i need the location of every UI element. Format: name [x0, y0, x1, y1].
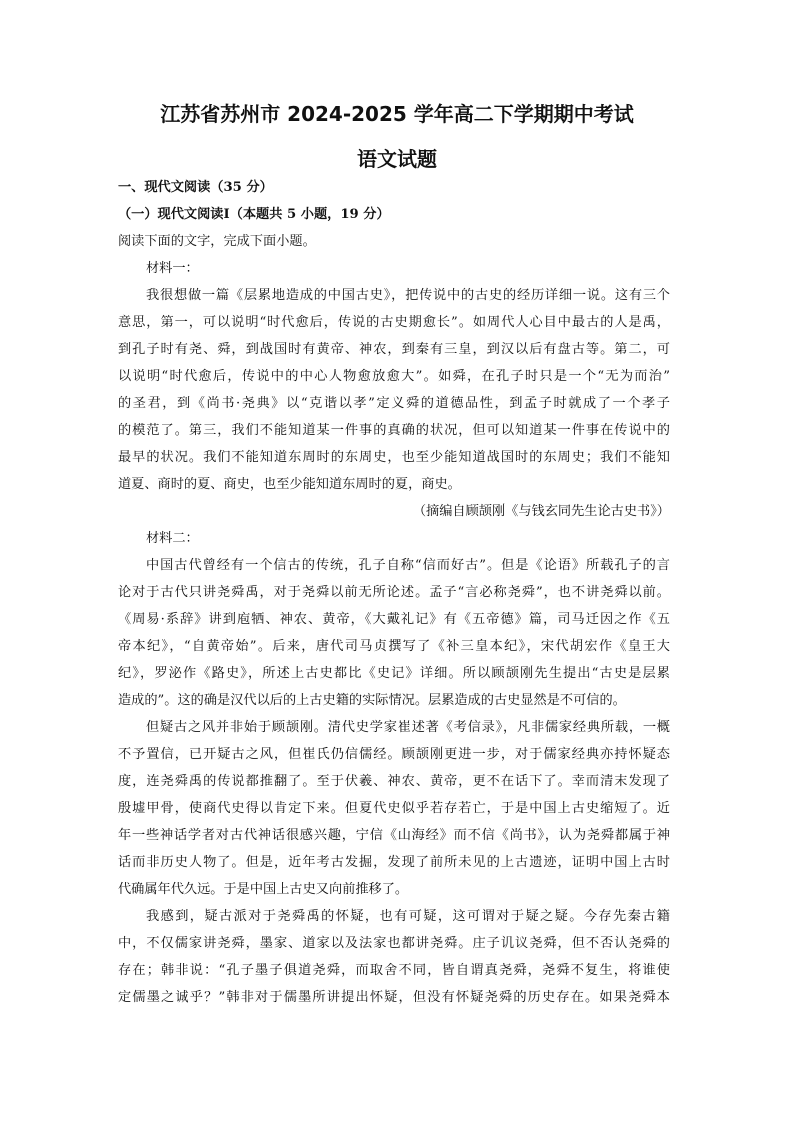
material1-line: 意思，第一，可以说明“时代愈后，传说的古史期愈长”。如周代人心目中最古的人是禹，: [118, 315, 670, 330]
material1-line: 以说明“时代愈后，传说中的中心人物愈放愈大”。如舜，在孔子时只是一个“无为而治”: [118, 369, 670, 384]
material1-source: （摘编自顾颉刚《与钱玄同先生论古史书》）: [412, 504, 670, 519]
material2-line: 中，不仅儒家讲尧舜，墨家、道家以及法家也都讲尧舜。庄子讥议尧舜，但不否认尧舜的: [118, 936, 670, 951]
material2-line: 中国古代曾经有一个信古的传统，孔子自称“信而好古”。但是《论语》所载孔子的言: [146, 558, 670, 573]
material2-line: 纪》，罗泌作《路史》，所述上古史都比《史记》详细。所以顾颉刚先生提出“古史是层累: [118, 666, 670, 681]
material2-line: 造成的”。这的确是汉代以后的上古史籍的实际情况。层累造成的古史显然是不可信的。: [118, 693, 626, 708]
material2-line: 不予置信，已开疑古之风，但崔氏仍信儒经。顾颉刚更进一步，对于儒家经典亦持怀疑态: [118, 747, 670, 762]
page-subtitle: 语文试题: [357, 147, 437, 171]
material1-line: 道夏、商时的夏、商史，也至少能知道东周时的夏，商史。: [118, 477, 461, 492]
material2-line: 代确属年代久远。于是中国上古史又向前推移了。: [118, 882, 409, 897]
material1-line: 的模范了。第三，我们不能知道某一件事的真确的状况，但可以知道某一件事在传说中的: [118, 423, 670, 438]
material1-line: 的圣君，到《尚书·尧典》以“克谐以孝”定义舜的道德品性，到孟子时就成了一个孝子: [118, 396, 670, 411]
material2-line: 年一些神话学者对古代神话很感兴趣，宁信《山海经》而不信《尚书》，认为尧舜都属于神: [118, 828, 670, 843]
material2-line: 殷墟甲骨，使商代史得以肯定下来。但夏代史似乎若存若亡，于是中国上古史缩短了。近: [118, 801, 670, 816]
subsection-heading: （一）现代文阅读Ⅰ（本题共 5 小题，19 分）: [118, 207, 390, 222]
material2-line: 存在；韩非说：“孔子墨子俱道尧舜，而取舍不同，皆自谓真尧舜，尧舜不复生，将谁使: [118, 963, 670, 978]
material2-line: 话而非历史人物了。但是，近年考古发掘，发现了前所未见的上古遗迹，证明中国上古时: [118, 855, 670, 870]
page-title: 江苏省苏州市 2024-2025 学年高二下学期期中考试: [160, 102, 634, 126]
material2-label: 材料二：: [146, 531, 199, 546]
material2-line: 帝本纪》，“自黄帝始”。后来，唐代司马贞撰写了《补三皇本纪》，宋代胡宏作《皇王大: [118, 639, 670, 654]
material1-label: 材料一：: [146, 261, 199, 276]
section-heading: 一、现代文阅读（35 分）: [118, 180, 273, 195]
material2-line: 定儒墨之诚乎？”韩非对于儒墨所讲提出怀疑，但没有怀疑尧舜的历史存在。如果尧舜本: [118, 990, 670, 1005]
material1-line: 我很想做一篇《层累地造成的中国古史》，把传说中的古史的经历详细一说。这有三个: [146, 288, 670, 303]
material2-line: 论对于古代只讲尧舜禹，对于尧舜以前无所论述。孟子“言必称尧舜”，也不讲尧舜以前。: [118, 585, 670, 600]
instruction-text: 阅读下面的文字，完成下面小题。: [118, 234, 316, 249]
material2-line: 我感到，疑古派对于尧舜禹的怀疑，也有可疑，这可谓对于疑之疑。今存先秦古籍: [146, 909, 670, 924]
material1-line: 到孔子时有尧、舜，到战国时有黄帝、神农，到秦有三皇，到汉以后有盘古等。第二，可: [118, 342, 670, 357]
material2-line: 《周易·系辞》讲到庖牺、神农、黄帝，《大戴礼记》有《五帝德》篇，司马迁因之作《五: [118, 612, 670, 627]
material1-line: 最早的状况。我们不能知道东周时的东周史，也至少能知道战国时的东周史；我们不能知: [118, 450, 670, 465]
material2-line: 但疑古之风并非始于顾颉刚。清代史学家崔述著《考信录》，凡非儒家经典所载，一概: [146, 720, 670, 735]
material2-line: 度，连尧舜禹的传说都推翻了。至于伏羲、神农、黄帝，更不在话下了。幸而清末发现了: [118, 774, 670, 789]
